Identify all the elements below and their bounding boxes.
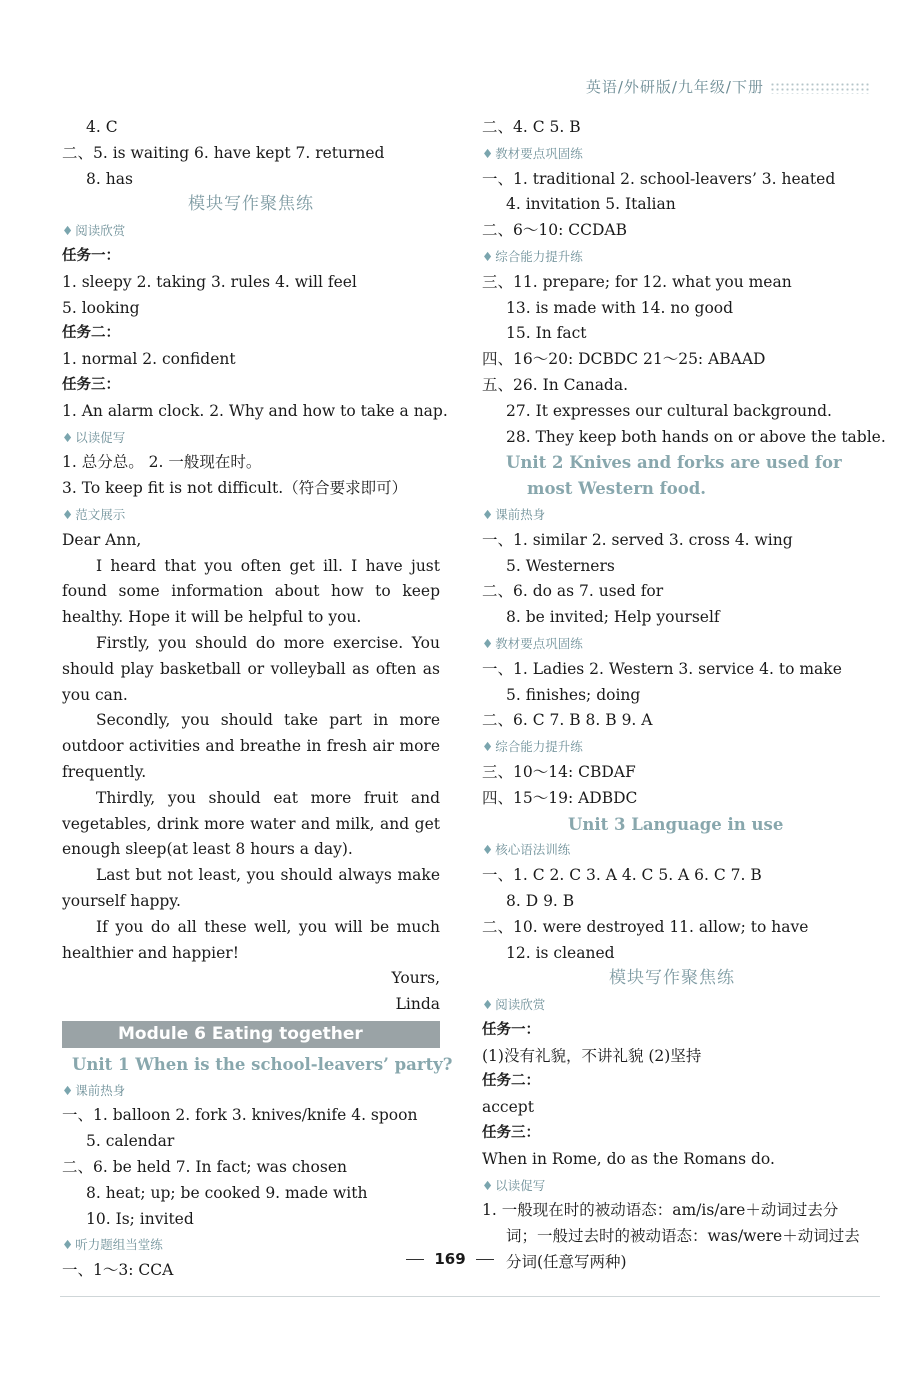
answer-line: 一、1. C 2. C 3. A 4. C 5. A 6. C 7. B xyxy=(482,866,762,885)
subsection-label xyxy=(62,218,440,244)
answer-line: 1. 总分总。 2. 一般现在时。 xyxy=(62,453,262,472)
subsection-label xyxy=(482,1173,862,1199)
subsection-text: 以读促写 xyxy=(75,429,126,445)
task-label: 任务二： xyxy=(62,325,120,342)
answer-line: 4. C xyxy=(86,118,118,136)
header-title: 英语/外研版/九年级/下册 xyxy=(585,78,764,96)
answer-line: 8. has xyxy=(86,169,133,188)
subsection-text: 阅读欣赏 xyxy=(495,997,546,1013)
letter-paragraph: Thirdly, you should eat more fruit and vegetables, drink more water and milk, and get enough sleep(at least 8 hours a day). xyxy=(62,788,440,859)
task-label: 任务三： xyxy=(62,376,120,393)
letter-closing: Yours, xyxy=(391,969,440,988)
answer-line: 一、1. balloon 2. fork 3. knives/knife 4. spoon xyxy=(62,1106,418,1125)
header-dots-decoration xyxy=(770,82,870,94)
answer-line: 一、1. similar 2. served 3. cross 4. wing xyxy=(482,530,793,549)
answer-line: 5. finishes; doing xyxy=(506,685,641,704)
answer-line: (1)没有礼貌，不讲礼貌 (2)坚持 xyxy=(482,1046,702,1065)
unit-title: Unit 2 Knives and forks are used for xyxy=(506,453,842,473)
subsection-text: 阅读欣赏 xyxy=(75,223,126,239)
answer-line: 五、26. In Canada. xyxy=(482,375,629,394)
answer-line: 1. 一般现在时的被动语态：am/is/are＋动词过去分 xyxy=(482,1201,839,1220)
section-title: 模块写作聚焦练 xyxy=(609,968,735,989)
subsection-text: 核心语法训练 xyxy=(495,842,571,858)
diamond-bullet-icon: ♦ xyxy=(482,145,494,161)
diamond-bullet-icon: ♦ xyxy=(482,739,494,755)
answer-line: 一、1. Ladies 2. Western 3. service 4. to make xyxy=(482,659,842,678)
unit-title: Unit 3 Language in use xyxy=(568,814,784,834)
diamond-bullet-icon: ♦ xyxy=(62,223,74,239)
answer-line: 28. They keep both hands on or above the table. xyxy=(506,427,886,446)
answer-line: accept xyxy=(482,1098,534,1117)
answer-line: 二、4. C 5. B xyxy=(482,118,581,136)
answer-line: When in Rome, do as the Romans do. xyxy=(482,1149,775,1168)
diamond-bullet-icon: ♦ xyxy=(482,842,494,858)
subsection-text: 综合能力提升练 xyxy=(495,248,583,264)
answer-line: 10. Is; invited xyxy=(86,1209,194,1228)
subsection-text: 以读促写 xyxy=(495,1177,546,1193)
task-label: 任务一： xyxy=(482,1021,540,1038)
answer-line: 四、15～19: ADBDC xyxy=(482,788,638,807)
letter-paragraph: I heard that you often get ill. I have just found some information about how to keep healthy. Hope it will be helpful to you. xyxy=(62,556,440,627)
subsection-label xyxy=(62,425,440,451)
answer-line: 一、1～3: CCA xyxy=(62,1261,174,1280)
answer-line: 分词(任意写两种) xyxy=(506,1253,627,1272)
module-title-bar: Module 6 Eating together xyxy=(62,1021,440,1048)
subsection-label xyxy=(62,1078,440,1104)
answer-line: 5. looking xyxy=(62,298,140,317)
page-header xyxy=(586,76,870,97)
bottom-rule xyxy=(60,1296,880,1297)
subsection-label xyxy=(62,502,440,528)
footer-dash-left xyxy=(406,1259,424,1260)
letter-signature: Linda xyxy=(395,995,440,1014)
answer-line: 1. normal 2. confident xyxy=(62,350,236,369)
subsection-label xyxy=(482,992,862,1018)
diamond-bullet-icon: ♦ xyxy=(482,506,494,522)
sample-letter xyxy=(62,554,440,1018)
section-title: 模块写作聚焦练 xyxy=(188,194,314,215)
diamond-bullet-icon: ♦ xyxy=(62,429,74,445)
task-label: 任务一： xyxy=(62,247,120,264)
answer-line: 3. To keep fit is not difficult.（符合要求即可） xyxy=(62,479,408,498)
answer-line: 27. It expresses our cultural background. xyxy=(506,401,832,420)
page-footer xyxy=(0,1250,900,1268)
answer-line: 二、5. is waiting 6. have kept 7. returned xyxy=(62,143,385,162)
answer-line: 二、6～10: CCDAB xyxy=(482,221,627,240)
footer-dash-right xyxy=(476,1259,494,1260)
answer-line: 二、6. C 7. B 8. B 9. A xyxy=(482,711,653,730)
page-number: 169 xyxy=(434,1250,466,1268)
unit-title: Unit 1 When is the school-leavers’ party? xyxy=(72,1054,453,1074)
answer-line: 5. Westerners xyxy=(506,556,615,575)
letter-paragraph: If you do all these well, you will be much healthier and happier! xyxy=(62,917,440,962)
diamond-bullet-icon: ♦ xyxy=(62,1082,74,1098)
answer-line: 四、16～20: DCBDC 21～25: ABAAD xyxy=(482,350,766,369)
unit-title: most Western food. xyxy=(527,479,707,499)
subsection-label xyxy=(482,734,862,760)
subsection-text: 课前热身 xyxy=(495,506,546,522)
subsection-label xyxy=(482,631,862,657)
subsection-text: 课前热身 xyxy=(75,1082,126,1098)
diamond-bullet-icon: ♦ xyxy=(62,1237,74,1253)
answer-line: 词；一般过去时的被动语态：was/were＋动词过去 xyxy=(506,1227,860,1246)
answer-line: 15. In fact xyxy=(506,324,587,343)
subsection-text: 听力题组当堂练 xyxy=(75,1237,163,1253)
right-column xyxy=(482,115,886,1276)
answer-line: 二、6. do as 7. used for xyxy=(482,582,664,601)
answer-line: 一、1. traditional 2. school-leavers’ 3. heated xyxy=(482,169,836,188)
letter-paragraph: Firstly, you should do more exercise. You should play basketball or volleyball as often as you can. xyxy=(62,633,440,704)
answer-line: 1. An alarm clock. 2. Why and how to take a nap. xyxy=(62,401,448,420)
subsection-label xyxy=(482,837,862,863)
answer-line: 4. invitation 5. Italian xyxy=(506,195,676,214)
letter-paragraph: Last but not least, you should always make yourself happy. xyxy=(62,866,440,910)
answer-line: 1. sleepy 2. taking 3. rules 4. will feel xyxy=(62,272,357,291)
answer-line: 二、6. be held 7. In fact; was chosen xyxy=(62,1158,347,1177)
diamond-bullet-icon: ♦ xyxy=(482,635,494,651)
letter-greeting: Dear Ann, xyxy=(62,530,142,549)
letter-paragraph: Secondly, you should take part in more outdoor activities and breathe in fresh air more frequently. xyxy=(62,711,440,781)
answer-line: 8. D 9. B xyxy=(506,891,575,910)
left-answers-part-1 xyxy=(62,115,448,554)
diamond-bullet-icon: ♦ xyxy=(62,506,74,522)
subsection-text: 教材要点巩固练 xyxy=(495,145,583,161)
diamond-bullet-icon: ♦ xyxy=(482,1177,494,1193)
subsection-label xyxy=(482,502,862,528)
answer-line: 8. heat; up; be cooked 9. made with xyxy=(86,1183,368,1202)
subsection-text: 范文展示 xyxy=(75,506,126,522)
answer-line: 13. is made with 14. no good xyxy=(506,298,734,317)
task-label: 任务二： xyxy=(482,1073,540,1090)
answer-line: 8. be invited; Help yourself xyxy=(506,608,720,627)
subsection-text: 教材要点巩固练 xyxy=(495,635,583,651)
diamond-bullet-icon: ♦ xyxy=(482,248,494,264)
subsection-label xyxy=(482,141,862,167)
answer-line: 三、10～14: CBDAF xyxy=(482,762,636,781)
answer-line: 二、10. were destroyed 11. allow; to have xyxy=(482,917,809,936)
answer-line: 12. is cleaned xyxy=(506,943,615,962)
diamond-bullet-icon: ♦ xyxy=(482,997,494,1013)
task-label: 任务三： xyxy=(482,1125,540,1142)
answer-line: 5. calendar xyxy=(86,1132,175,1151)
subsection-label xyxy=(482,244,862,270)
answer-line: 三、11. prepare; for 12. what you mean xyxy=(482,272,792,291)
subsection-text: 综合能力提升练 xyxy=(495,739,583,755)
